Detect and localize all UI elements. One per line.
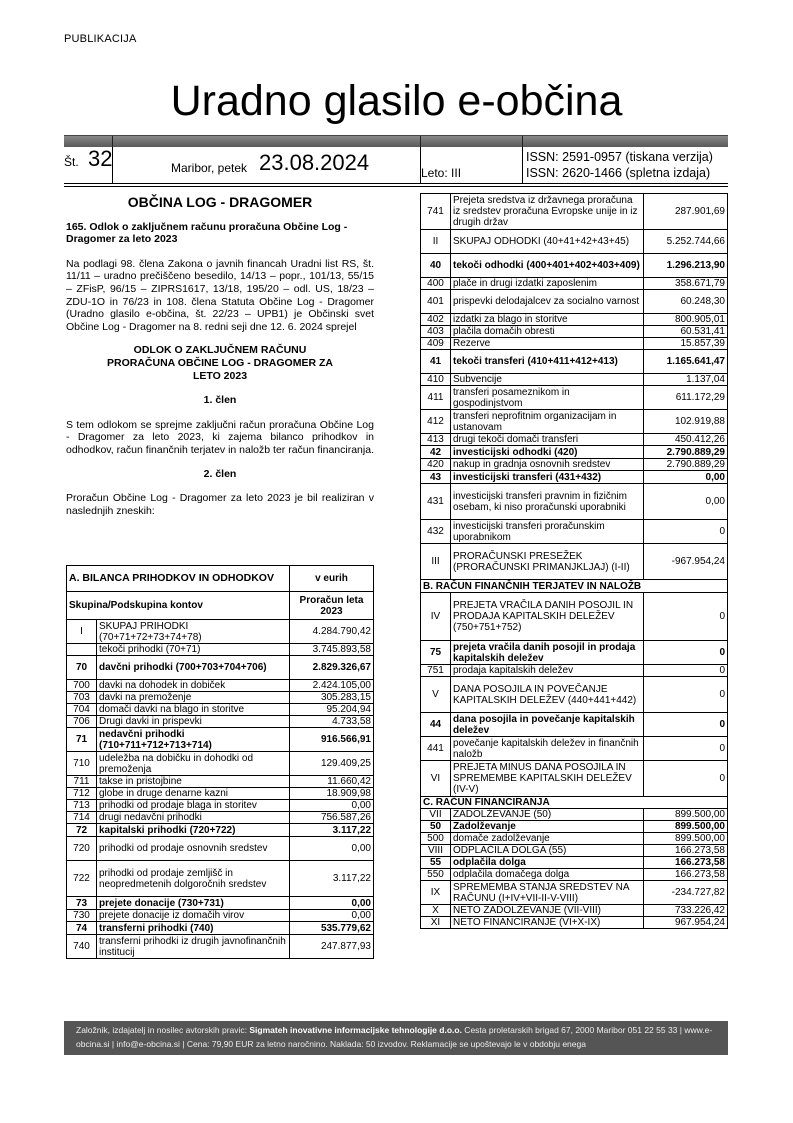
footer-text-2: Cesta proletarskih brigad 67, 2000 Maribor 051 22 55 33 | www.e-obcina.si | info@e-obcina.si | Cena: 79,90 EUR za letno naročnino. Naklada: 50 izvodov. Reklamacije se upoštevajo le v obdobju enega — [76, 1025, 713, 1049]
account-code — [67, 644, 97, 656]
account-code: 50 — [421, 821, 451, 833]
account-value: 2.790.889,29 — [644, 459, 728, 471]
account-description: povečanje kapitalskih deležev in finančnih naložb — [451, 737, 644, 761]
left-column — [66, 193, 374, 528]
account-description: SKUPAJ PRIHODKI (70+71+72+73+74+78) — [97, 620, 290, 644]
account-code: 703 — [67, 692, 97, 704]
account-description: drugi tekoči domači transferi — [451, 434, 644, 446]
account-value: -234.727,82 — [644, 881, 728, 905]
account-code: 41 — [421, 350, 451, 374]
account-code: 410 — [421, 374, 451, 386]
table-row — [421, 446, 728, 459]
issue-place-day: Maribor, petek — [171, 161, 248, 175]
account-code: 714 — [67, 812, 97, 824]
account-code: 741 — [421, 194, 451, 230]
account-description: davki na premoženje — [97, 692, 290, 704]
account-description: tekoči odhodki (400+401+402+403+409) — [451, 254, 644, 278]
account-description: transferni prihodki iz drugih javnofinančnih institucij — [97, 935, 290, 959]
account-description: PREJETA MINUS DANA POSOJILA IN SPREMEMBE KAPITALSKIH DELEŽEV (IV-V) — [451, 761, 644, 797]
account-description: NETO ZADOLŽEVANJE (VII-VIII) — [451, 905, 644, 917]
account-description: PRORAČUNSKI PRESEŽEK (PRORAČUNSKI PRIMANJKLJAJ) (I-II) — [451, 544, 644, 580]
account-code: XI — [421, 917, 451, 929]
table-row — [421, 737, 728, 761]
table-row — [67, 812, 374, 824]
account-description: prihodki od prodaje osnovnih sredstev — [97, 837, 290, 861]
table-row — [421, 484, 728, 520]
section-heading: B. RAČUN FINANČNIH TERJATEV IN NALOŽB — [421, 580, 728, 593]
publisher-footer — [64, 1021, 728, 1055]
account-value: 967.954,24 — [644, 917, 728, 929]
table-row — [421, 797, 728, 809]
account-value: 899.500,00 — [644, 821, 728, 833]
account-code: 401 — [421, 290, 451, 314]
clen-1-text: S tem odlokom se sprejme zaključni račun proračuna Občine Log - Dragomer za leto 2023, ki zajema bilanco prihodkov in odhodkov, račun finančnih terjatev in naložb ter račun financiranja. — [66, 418, 374, 456]
clen-2-title: 2. člen — [203, 467, 237, 480]
account-description: prodaja kapitalskih deležev — [451, 665, 644, 677]
account-value: 899.500,00 — [644, 833, 728, 845]
account-description: odplačila dolga — [451, 857, 644, 869]
account-value: 3.745.893,58 — [290, 644, 374, 656]
account-value: 0,00 — [644, 471, 728, 484]
account-value: 0,00 — [644, 484, 728, 520]
account-code: VII — [421, 809, 451, 821]
table-heading-a: A. BILANCA PRIHODKOV IN ODHODKOV — [67, 566, 290, 592]
table-row — [421, 917, 728, 929]
account-value: 4.284.790,42 — [290, 620, 374, 644]
account-value: 0 — [644, 737, 728, 761]
table-row — [67, 704, 374, 716]
issue-number-label: Št. — [64, 155, 79, 169]
table-row — [421, 665, 728, 677]
account-description: plače in drugi izdatki zaposlenim — [451, 278, 644, 290]
account-description: dana posojila in povečanje kapitalskih deležev — [451, 713, 644, 737]
account-value: 3.117,22 — [290, 861, 374, 897]
clen-1-title: 1. člen — [203, 394, 237, 407]
account-description: tekoči transferi (410+411+412+413) — [451, 350, 644, 374]
bilanca-table — [66, 565, 374, 959]
account-value: 3.117,22 — [290, 824, 374, 837]
table-row — [421, 761, 728, 797]
table-row — [421, 544, 728, 580]
account-value: 0 — [644, 677, 728, 713]
account-code: 730 — [67, 910, 97, 922]
table-row — [67, 656, 374, 680]
account-description: Drugi davki in prispevki — [97, 716, 290, 728]
act-title: Odlok o zaključnem računu proračuna Občine Log - Dragomer za leto 2023 — [66, 220, 348, 246]
table-row — [421, 677, 728, 713]
account-description: prihodki od prodaje zemljišč in neopredmetenih dolgoročnih sredstev — [97, 861, 290, 897]
table-row — [421, 641, 728, 665]
account-value: 0 — [644, 593, 728, 641]
account-description: prispevki delodajalcev za socialno varnost — [451, 290, 644, 314]
table-row — [67, 788, 374, 800]
account-code: I — [67, 620, 97, 644]
table-row — [67, 692, 374, 704]
account-description: plačila domačih obresti — [451, 326, 644, 338]
account-description: PREJETA VRAČILA DANIH POSOJIL IN PRODAJA KAPITALSKIH DELEŽEV (750+751+752) — [451, 593, 644, 641]
account-code: 706 — [67, 716, 97, 728]
account-code: 712 — [67, 788, 97, 800]
clen-2-text: Proračun Občine Log - Dragomer za leto 2023 je bil realiziran v naslednjih zneskih: — [66, 492, 374, 517]
account-description: prihodki od prodaje blaga in storitev — [97, 800, 290, 812]
account-value: 4.733,58 — [290, 716, 374, 728]
table-row — [421, 809, 728, 821]
account-code: 42 — [421, 446, 451, 459]
account-value: 0,00 — [290, 910, 374, 922]
preamble: Na podlagi 98. člena Zakona o javnih financah Uradni list RS, št. 11/11 – uradno prečiščeno besedilo, 14/13 – popr., 101/13, 55/15 – ZFisP, 96/15 – ZIPRS1617, 13/18, 195/20 – odl. US, 18/23 – ZDU-1O in 76/23 in 108. člena Statuta Občine Log - Dragomer (Uradno glasilo e-občina, št. 22/23 – UPB1) je Občinski svet Občine Log - Dragomer na 8. redni seji dne 12. 6. 2024 sprejel — [66, 257, 374, 333]
account-value: 535.779,62 — [290, 922, 374, 935]
account-description: SKUPAJ ODHODKI (40+41+42+43+45) — [451, 230, 644, 254]
account-value: 166.273,58 — [644, 857, 728, 869]
account-value: 60.531,41 — [644, 326, 728, 338]
account-value: 129.409,25 — [290, 752, 374, 776]
account-value: 733.226,42 — [644, 905, 728, 917]
account-value: 15.857,39 — [644, 338, 728, 350]
account-description: davčni prihodki (700+703+704+706) — [97, 656, 290, 680]
account-value: 11.660,42 — [290, 776, 374, 788]
account-value: 0 — [644, 641, 728, 665]
table-row — [421, 833, 728, 845]
account-code: 72 — [67, 824, 97, 837]
account-description: drugi nedavčni prihodki — [97, 812, 290, 824]
account-code: 704 — [67, 704, 97, 716]
account-value: 95.204,94 — [290, 704, 374, 716]
table-row — [421, 290, 728, 314]
account-value: 0,00 — [290, 800, 374, 812]
account-value: 5.252.744,66 — [644, 230, 728, 254]
table-row — [421, 905, 728, 917]
table-row — [421, 881, 728, 905]
masthead-title: Uradno glasilo e-občina — [170, 77, 623, 125]
account-value: 2.424.105,00 — [290, 680, 374, 692]
table-row — [421, 845, 728, 857]
table-row — [67, 728, 374, 752]
account-code: 74 — [67, 922, 97, 935]
municipality-title: OBČINA LOG - DRAGOMER — [127, 194, 313, 210]
table-row — [421, 194, 728, 230]
account-value: 166.273,58 — [644, 845, 728, 857]
account-value: 899.500,00 — [644, 809, 728, 821]
table-row — [421, 580, 728, 593]
table-row — [421, 386, 728, 410]
table-row — [67, 922, 374, 935]
account-value: 18.909,98 — [290, 788, 374, 800]
account-value: 0 — [644, 761, 728, 797]
account-value: 611.172,29 — [644, 386, 728, 410]
table-row — [421, 230, 728, 254]
footer-text-1: Založnik, izdajatelj in nosilec avtorskih pravic: — [76, 1025, 250, 1035]
table-row — [421, 278, 728, 290]
footer-company: Sigmateh inovativne informacijske tehnologije d.o.o. — [249, 1025, 462, 1035]
account-code: 700 — [67, 680, 97, 692]
account-description: transferi neprofitnim organizacijam in ustanovam — [451, 410, 644, 434]
account-code: 412 — [421, 410, 451, 434]
table-row — [67, 680, 374, 692]
issn-online: ISSN: 2620-1466 (spletna izdaja) — [526, 166, 711, 180]
account-value: 0 — [644, 665, 728, 677]
table-row — [421, 459, 728, 471]
account-value: 247.877,93 — [290, 935, 374, 959]
account-value: 756.587,26 — [290, 812, 374, 824]
account-code: II — [421, 230, 451, 254]
issue-date: 23.08.2024 — [259, 150, 370, 175]
account-code: 411 — [421, 386, 451, 410]
account-code: 71 — [67, 728, 97, 752]
account-value: 1.165.641,47 — [644, 350, 728, 374]
table-row — [421, 857, 728, 869]
account-code: 40 — [421, 254, 451, 278]
account-code: V — [421, 677, 451, 713]
header-divider — [64, 183, 728, 184]
bilanca-table-continued — [420, 193, 728, 929]
account-value: 450.412,26 — [644, 434, 728, 446]
table-row — [421, 471, 728, 484]
table-row — [421, 410, 728, 434]
account-value: 0 — [644, 713, 728, 737]
account-description: tekoči prihodki (70+71) — [97, 644, 290, 656]
table-row — [421, 374, 728, 386]
account-value: 60.248,30 — [644, 290, 728, 314]
account-description: Subvencije — [451, 374, 644, 386]
account-value: 305.283,15 — [290, 692, 374, 704]
account-code: IV — [421, 593, 451, 641]
account-description: nedavčni prihodki (710+711+712+713+714) — [97, 728, 290, 752]
account-code: VI — [421, 761, 451, 797]
table-row — [67, 824, 374, 837]
account-description: prejete donacije iz domačih virov — [97, 910, 290, 922]
table-row — [421, 869, 728, 881]
table-row — [67, 897, 374, 910]
account-code: 500 — [421, 833, 451, 845]
table-row — [421, 254, 728, 278]
account-value: 1.137,04 — [644, 374, 728, 386]
account-value: 1.296.213,90 — [644, 254, 728, 278]
account-value: 800.905,01 — [644, 314, 728, 326]
account-code: 431 — [421, 484, 451, 520]
table-row — [67, 716, 374, 728]
account-value: 166.273,58 — [644, 869, 728, 881]
account-code: 710 — [67, 752, 97, 776]
header-divider-2 — [64, 186, 728, 187]
account-description: kapitalski prihodki (720+722) — [97, 824, 290, 837]
table-row — [67, 935, 374, 959]
act-heading — [66, 221, 374, 246]
account-description: transferi posameznikom in gospodinjstvom — [451, 386, 644, 410]
account-code: 713 — [67, 800, 97, 812]
account-code: 400 — [421, 278, 451, 290]
account-description: ODPLAČILA DOLGA (55) — [451, 845, 644, 857]
table-row — [67, 837, 374, 861]
account-value: 102.919,88 — [644, 410, 728, 434]
account-description: prejeta vračila danih posojil in prodaja kapitalskih deležev — [451, 641, 644, 665]
account-description: takse in pristojbine — [97, 776, 290, 788]
account-description: investicijski transferi (431+432) — [451, 471, 644, 484]
account-description: transferni prihodki (740) — [97, 922, 290, 935]
account-code: 711 — [67, 776, 97, 788]
table-heading-unit: v eurih — [290, 566, 374, 592]
account-value: 2.829.326,67 — [290, 656, 374, 680]
table-row — [67, 776, 374, 788]
account-description: udeležba na dobičku in dohodki od premoženja — [97, 752, 290, 776]
account-description: investicijski odhodki (420) — [451, 446, 644, 459]
table-row — [421, 713, 728, 737]
account-description: investicijski transferi pravnim in fizičnim osebam, ki niso proračunski uporabniki — [451, 484, 644, 520]
account-code: 75 — [421, 641, 451, 665]
account-description: globe in druge denarne kazni — [97, 788, 290, 800]
account-code: 550 — [421, 869, 451, 881]
account-description: ZADOLŽEVANJE (50) — [451, 809, 644, 821]
odlok-title: ODLOK O ZAKLJUČNEM RAČUNU PRORAČUNA OBČINE LOG - DRAGOMER ZA LETO 2023 — [107, 344, 333, 382]
account-description: DANA POSOJILA IN POVEČANJE KAPITALSKIH DELEŽEV (440+441+442) — [451, 677, 644, 713]
issn-print: ISSN: 2591-0957 (tiskana verzija) — [526, 150, 713, 164]
account-code: 44 — [421, 713, 451, 737]
account-code: 73 — [67, 897, 97, 910]
account-description: nakup in gradnja osnovnih sredstev — [451, 459, 644, 471]
account-description: odplačila domačega dolga — [451, 869, 644, 881]
account-code: 441 — [421, 737, 451, 761]
account-code: VIII — [421, 845, 451, 857]
account-code: 740 — [67, 935, 97, 959]
account-description: domači davki na blago in storitve — [97, 704, 290, 716]
account-value: 0 — [644, 520, 728, 544]
section-heading: C. RAČUN FINANCIRANJA — [421, 797, 728, 809]
table-heading-group: Skupina/Podskupina kontov — [67, 592, 290, 620]
account-description: Zadolževanje — [451, 821, 644, 833]
account-description: SPREMEMBA STANJA SREDSTEV NA RAČUNU (I+IV+VII-II-V-VIII) — [451, 881, 644, 905]
account-value: 916.566,91 — [290, 728, 374, 752]
table-row — [421, 593, 728, 641]
table-row — [67, 910, 374, 922]
issue-year: Leto: III — [421, 166, 462, 180]
table-row — [421, 821, 728, 833]
account-code: 722 — [67, 861, 97, 897]
table-row — [67, 644, 374, 656]
account-code: 720 — [67, 837, 97, 861]
account-description: davki na dohodek in dobiček — [97, 680, 290, 692]
account-code: 70 — [67, 656, 97, 680]
account-code: IX — [421, 881, 451, 905]
account-value: 287.901,69 — [644, 194, 728, 230]
act-number: 165. — [66, 220, 87, 233]
account-value: 2.790.889,29 — [644, 446, 728, 459]
account-code: 403 — [421, 326, 451, 338]
account-description: prejete donacije (730+731) — [97, 897, 290, 910]
account-description: Rezerve — [451, 338, 644, 350]
table-row — [421, 338, 728, 350]
account-value: 0,00 — [290, 897, 374, 910]
account-code: 432 — [421, 520, 451, 544]
account-description: investicijski transferi proračunskim uporabnikom — [451, 520, 644, 544]
account-description: Prejeta sredstva iz državnega proračuna iz sredstev proračuna Evropske unije in iz drugih držav — [451, 194, 644, 230]
table-row — [421, 350, 728, 374]
account-description: NETO FINANCIRANJE (VI+X-IX) — [451, 917, 644, 929]
account-code: X — [421, 905, 451, 917]
account-value: -967.954,24 — [644, 544, 728, 580]
table-row — [421, 520, 728, 544]
table-row — [67, 861, 374, 897]
account-code: 402 — [421, 314, 451, 326]
table-row — [67, 800, 374, 812]
table-row — [67, 752, 374, 776]
account-description: domače zadolževanje — [451, 833, 644, 845]
issue-header — [64, 147, 728, 183]
table-row — [421, 314, 728, 326]
table-row — [421, 326, 728, 338]
table-heading-budget: Proračun leta 2023 — [290, 592, 374, 620]
account-code: 413 — [421, 434, 451, 446]
masthead-rule — [64, 135, 728, 147]
issue-number: 32 — [88, 146, 113, 171]
publication-label: PUBLIKACIJA — [64, 33, 137, 45]
account-code: 43 — [421, 471, 451, 484]
account-code: III — [421, 544, 451, 580]
account-value: 0,00 — [290, 837, 374, 861]
account-code: 409 — [421, 338, 451, 350]
account-description: izdatki za blago in storitve — [451, 314, 644, 326]
account-value: 358.671,79 — [644, 278, 728, 290]
account-code: 55 — [421, 857, 451, 869]
account-code: 751 — [421, 665, 451, 677]
table-row — [421, 434, 728, 446]
table-row — [67, 620, 374, 644]
account-code: 420 — [421, 459, 451, 471]
